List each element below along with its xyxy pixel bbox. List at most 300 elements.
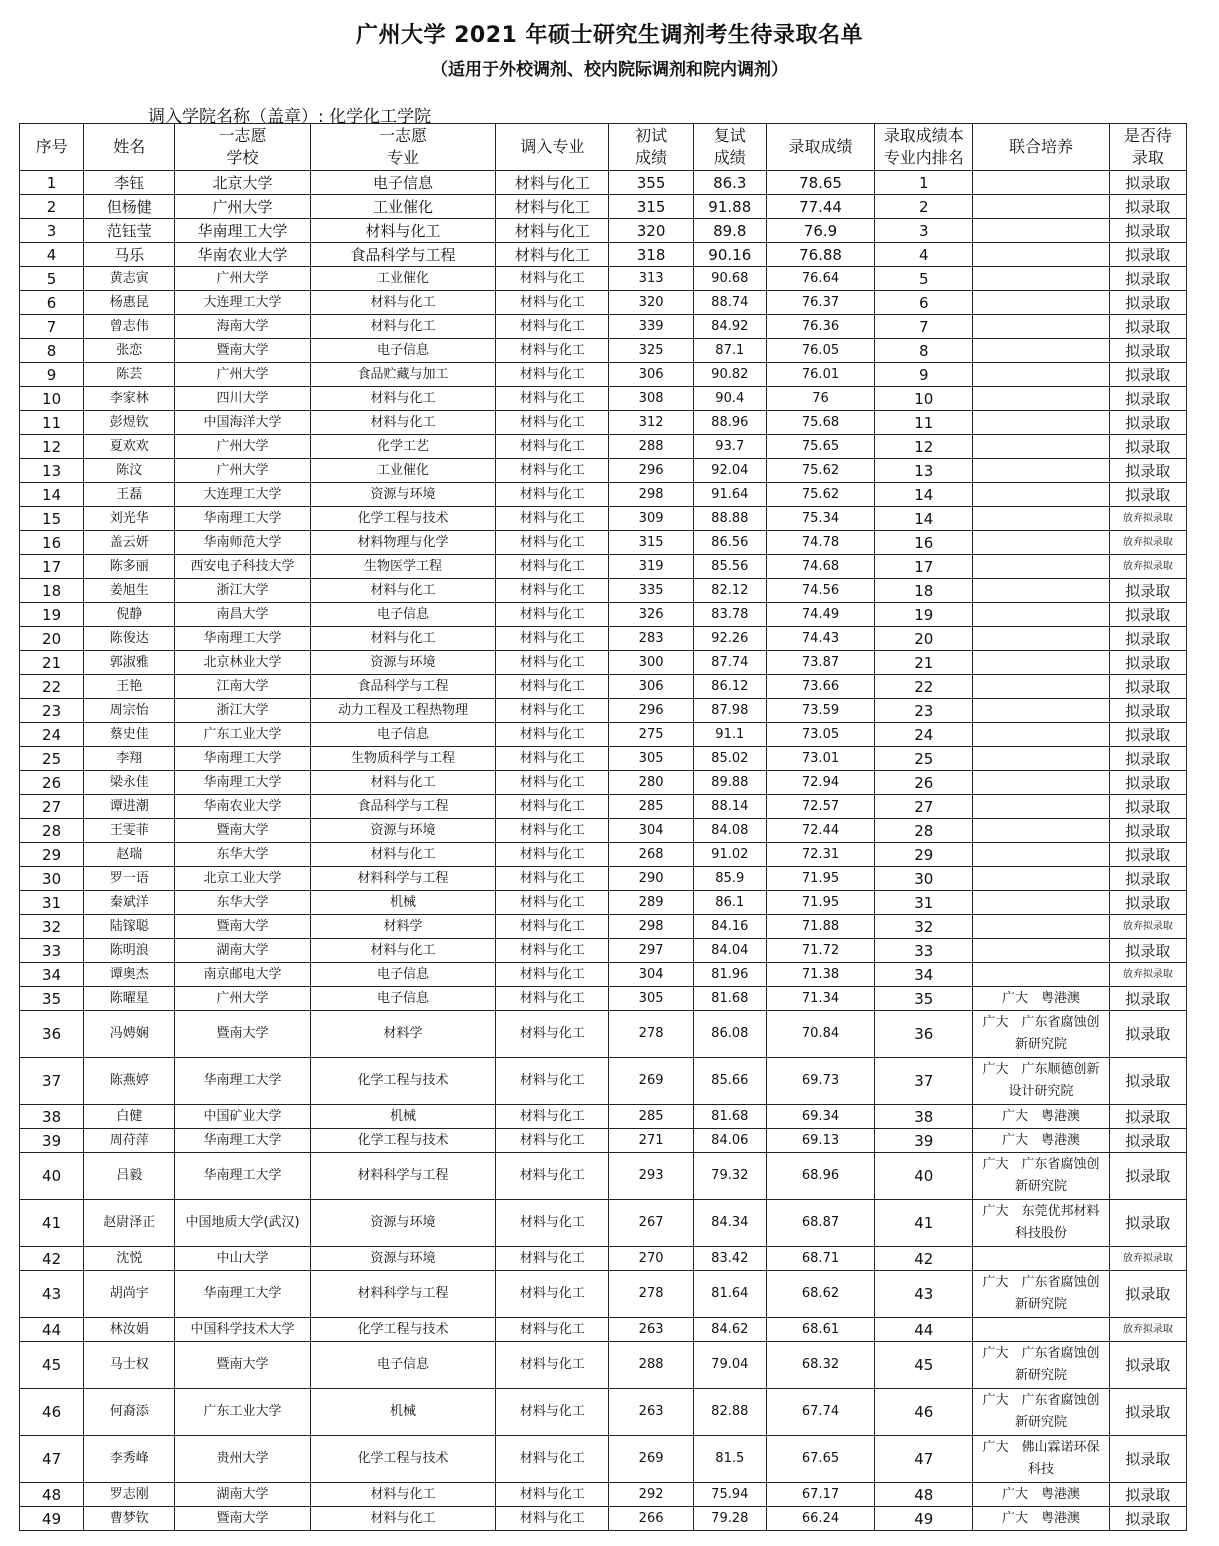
- cell-retest-score: 81.64: [693, 1271, 766, 1318]
- cell-final-score: 74.68: [766, 555, 874, 579]
- cell-target: 材料与化工: [496, 243, 609, 267]
- cell-initial-score: 278: [609, 1271, 693, 1318]
- table-row: [20, 459, 1187, 483]
- cell-rank: 3: [875, 219, 973, 243]
- cell-name: 倪静: [84, 603, 175, 627]
- cell-status: 放弃拟录取: [1109, 1318, 1186, 1342]
- cell-target: 材料与化工: [496, 627, 609, 651]
- cell-final-score: 74.49: [766, 603, 874, 627]
- cell-name: 王艳: [84, 675, 175, 699]
- cell-retest-score: 88.74: [693, 291, 766, 315]
- cell-joint-training: [973, 795, 1109, 819]
- cell-major: 电子信息: [310, 171, 495, 195]
- cell-final-score: 71.72: [766, 939, 874, 963]
- cell-no: 41: [20, 1200, 84, 1247]
- cell-name: 赵尉泽正: [84, 1200, 175, 1247]
- cell-name: 但杨健: [84, 195, 175, 219]
- cell-major: 食品科学与工程: [310, 675, 495, 699]
- cell-major: 材料与化工: [310, 1483, 495, 1507]
- cell-status: 拟录取: [1109, 459, 1186, 483]
- cell-rank: 7: [875, 315, 973, 339]
- cell-major: 电子信息: [310, 723, 495, 747]
- cell-retest-score: 87.1: [693, 339, 766, 363]
- table-row: [20, 939, 1187, 963]
- cell-status: 拟录取: [1109, 939, 1186, 963]
- cell-initial-score: 288: [609, 1342, 693, 1389]
- cell-name: 白健: [84, 1105, 175, 1129]
- cell-major: 工业催化: [310, 267, 495, 291]
- cell-no: 39: [20, 1129, 84, 1153]
- cell-name: 杨惠昆: [84, 291, 175, 315]
- cell-no: 12: [20, 435, 84, 459]
- cell-target: 材料与化工: [496, 939, 609, 963]
- cell-retest-score: 85.66: [693, 1058, 766, 1105]
- header-text: 成绩: [713, 148, 746, 167]
- cell-school: 广州大学: [175, 987, 310, 1011]
- cell-major: 机械: [310, 1105, 495, 1129]
- cell-retest-score: 86.56: [693, 531, 766, 555]
- header-col-status: [1109, 124, 1186, 171]
- cell-school: 暨南大学: [175, 1342, 310, 1389]
- cell-initial-score: 269: [609, 1058, 693, 1105]
- table-row: [20, 699, 1187, 723]
- cell-major: 材料科学与工程: [310, 1153, 495, 1200]
- cell-no: 33: [20, 939, 84, 963]
- cell-target: 材料与化工: [496, 603, 609, 627]
- cell-target: 材料与化工: [496, 171, 609, 195]
- table-row: [20, 723, 1187, 747]
- cell-target: 材料与化工: [496, 699, 609, 723]
- cell-name: 陈曜星: [84, 987, 175, 1011]
- cell-no: 43: [20, 1271, 84, 1318]
- cell-target: 材料与化工: [496, 987, 609, 1011]
- cell-no: 19: [20, 603, 84, 627]
- cell-target: 材料与化工: [496, 1271, 609, 1318]
- cell-joint-training: [973, 507, 1109, 531]
- cell-name: 陈汶: [84, 459, 175, 483]
- cell-joint-training: 广大 广东省腐蚀创新研究院: [973, 1271, 1109, 1318]
- cell-initial-score: 300: [609, 651, 693, 675]
- cell-status: 放弃拟录取: [1109, 1247, 1186, 1271]
- cell-target: 材料与化工: [496, 483, 609, 507]
- cell-status: 拟录取: [1109, 1436, 1186, 1483]
- cell-school: 华南理工大学: [175, 1129, 310, 1153]
- cell-initial-score: 305: [609, 987, 693, 1011]
- cell-major: 化学工程与技术: [310, 507, 495, 531]
- cell-school: 浙江大学: [175, 699, 310, 723]
- cell-status: 拟录取: [1109, 843, 1186, 867]
- cell-joint-training: 广大 粤港澳: [973, 1105, 1109, 1129]
- header-text: 专业内排名: [883, 148, 964, 167]
- cell-no: 15: [20, 507, 84, 531]
- cell-initial-score: 306: [609, 675, 693, 699]
- cell-retest-score: 85.56: [693, 555, 766, 579]
- cell-no: 24: [20, 723, 84, 747]
- cell-retest-score: 81.68: [693, 987, 766, 1011]
- cell-name: 范钰莹: [84, 219, 175, 243]
- cell-joint-training: [973, 651, 1109, 675]
- cell-school: 华南理工大学: [175, 627, 310, 651]
- cell-no: 27: [20, 795, 84, 819]
- cell-no: 49: [20, 1507, 84, 1531]
- table-row: [20, 819, 1187, 843]
- cell-no: 40: [20, 1153, 84, 1200]
- cell-school: 北京大学: [175, 171, 310, 195]
- cell-retest-score: 92.04: [693, 459, 766, 483]
- cell-initial-score: 285: [609, 795, 693, 819]
- cell-status: 拟录取: [1109, 1129, 1186, 1153]
- cell-joint-training: [973, 267, 1109, 291]
- table-row: [20, 963, 1187, 987]
- cell-target: 材料与化工: [496, 675, 609, 699]
- cell-final-score: 75.34: [766, 507, 874, 531]
- cell-initial-score: 308: [609, 387, 693, 411]
- cell-target: 材料与化工: [496, 339, 609, 363]
- cell-retest-score: 79.04: [693, 1342, 766, 1389]
- cell-name: 谭进潮: [84, 795, 175, 819]
- cell-name: 蔡史佳: [84, 723, 175, 747]
- cell-school: 大连理工大学: [175, 483, 310, 507]
- cell-joint-training: [973, 867, 1109, 891]
- cell-rank: 11: [875, 411, 973, 435]
- table-row: [20, 1247, 1187, 1271]
- cell-major: 生物质科学与工程: [310, 747, 495, 771]
- cell-joint-training: [973, 483, 1109, 507]
- cell-retest-score: 92.26: [693, 627, 766, 651]
- cell-no: 46: [20, 1389, 84, 1436]
- cell-rank: 1: [875, 171, 973, 195]
- cell-target: 材料与化工: [496, 1129, 609, 1153]
- cell-final-score: 71.95: [766, 891, 874, 915]
- cell-joint-training: [973, 459, 1109, 483]
- table-row: [20, 219, 1187, 243]
- cell-name: 陈燕婷: [84, 1058, 175, 1105]
- cell-name: 郭淑雅: [84, 651, 175, 675]
- cell-rank: 42: [875, 1247, 973, 1271]
- cell-retest-score: 88.88: [693, 507, 766, 531]
- header-text: 录取成绩: [788, 137, 853, 156]
- table-row: [20, 627, 1187, 651]
- table-row: [20, 747, 1187, 771]
- cell-name: 曹梦钦: [84, 1507, 175, 1531]
- cell-major: 材料科学与工程: [310, 867, 495, 891]
- cell-school: 华南理工大学: [175, 1058, 310, 1105]
- cell-retest-score: 84.92: [693, 315, 766, 339]
- table-row: [20, 531, 1187, 555]
- cell-name: 王雯菲: [84, 819, 175, 843]
- cell-status: 拟录取: [1109, 339, 1186, 363]
- cell-school: 江南大学: [175, 675, 310, 699]
- cell-school: 大连理工大学: [175, 291, 310, 315]
- cell-target: 材料与化工: [496, 579, 609, 603]
- cell-final-score: 71.95: [766, 867, 874, 891]
- table-row: [20, 339, 1187, 363]
- cell-target: 材料与化工: [496, 1436, 609, 1483]
- table-row: [20, 171, 1187, 195]
- cell-name: 张恋: [84, 339, 175, 363]
- cell-no: 3: [20, 219, 84, 243]
- cell-final-score: 73.66: [766, 675, 874, 699]
- cell-target: 材料与化工: [496, 1389, 609, 1436]
- cell-rank: 32: [875, 915, 973, 939]
- cell-no: 23: [20, 699, 84, 723]
- cell-major: 资源与环境: [310, 483, 495, 507]
- cell-school: 浙江大学: [175, 579, 310, 603]
- cell-major: 材料与化工: [310, 579, 495, 603]
- cell-rank: 22: [875, 675, 973, 699]
- cell-final-score: 76.64: [766, 267, 874, 291]
- cell-no: 2: [20, 195, 84, 219]
- cell-no: 22: [20, 675, 84, 699]
- cell-target: 材料与化工: [496, 723, 609, 747]
- cell-status: 拟录取: [1109, 819, 1186, 843]
- cell-initial-score: 313: [609, 267, 693, 291]
- cell-final-score: 73.87: [766, 651, 874, 675]
- cell-no: 9: [20, 363, 84, 387]
- cell-status: 拟录取: [1109, 411, 1186, 435]
- cell-retest-score: 79.32: [693, 1153, 766, 1200]
- cell-status: 拟录取: [1109, 243, 1186, 267]
- cell-school: 华南理工大学: [175, 219, 310, 243]
- cell-status: 拟录取: [1109, 1058, 1186, 1105]
- cell-retest-score: 81.68: [693, 1105, 766, 1129]
- cell-target: 材料与化工: [496, 1011, 609, 1058]
- cell-final-score: 67.74: [766, 1389, 874, 1436]
- cell-retest-score: 83.78: [693, 603, 766, 627]
- header-col-school: [175, 124, 310, 171]
- cell-target: 材料与化工: [496, 531, 609, 555]
- cell-no: 4: [20, 243, 84, 267]
- cell-school: 北京工业大学: [175, 867, 310, 891]
- header-text: 录取成绩本: [883, 126, 964, 145]
- cell-joint-training: [973, 339, 1109, 363]
- cell-no: 32: [20, 915, 84, 939]
- cell-no: 6: [20, 291, 84, 315]
- table-row: [20, 843, 1187, 867]
- cell-status: 拟录取: [1109, 1105, 1186, 1129]
- cell-status: 拟录取: [1109, 771, 1186, 795]
- cell-target: 材料与化工: [496, 771, 609, 795]
- cell-target: 材料与化工: [496, 1247, 609, 1271]
- cell-rank: 29: [875, 843, 973, 867]
- cell-name: 谭奥杰: [84, 963, 175, 987]
- cell-final-score: 75.65: [766, 435, 874, 459]
- cell-rank: 35: [875, 987, 973, 1011]
- cell-school: 华南理工大学: [175, 507, 310, 531]
- cell-retest-score: 84.04: [693, 939, 766, 963]
- cell-rank: 31: [875, 891, 973, 915]
- cell-name: 李秀峰: [84, 1436, 175, 1483]
- cell-final-score: 74.43: [766, 627, 874, 651]
- cell-joint-training: [973, 315, 1109, 339]
- cell-name: 胡尚宇: [84, 1271, 175, 1318]
- cell-initial-score: 296: [609, 699, 693, 723]
- cell-rank: 30: [875, 867, 973, 891]
- cell-final-score: 68.32: [766, 1342, 874, 1389]
- cell-major: 材料与化工: [310, 411, 495, 435]
- cell-status: 放弃拟录取: [1109, 963, 1186, 987]
- header-col-target: [496, 124, 609, 171]
- cell-no: 13: [20, 459, 84, 483]
- cell-initial-score: 320: [609, 219, 693, 243]
- cell-rank: 37: [875, 1058, 973, 1105]
- cell-rank: 28: [875, 819, 973, 843]
- cell-joint-training: [973, 939, 1109, 963]
- cell-major: 资源与环境: [310, 651, 495, 675]
- cell-school: 广州大学: [175, 195, 310, 219]
- table-row: [20, 195, 1187, 219]
- cell-major: 资源与环境: [310, 1247, 495, 1271]
- cell-joint-training: [973, 843, 1109, 867]
- cell-school: 中国科学技术大学: [175, 1318, 310, 1342]
- cell-status: 放弃拟录取: [1109, 531, 1186, 555]
- cell-school: 华南农业大学: [175, 795, 310, 819]
- cell-initial-score: 288: [609, 435, 693, 459]
- cell-initial-score: 267: [609, 1200, 693, 1247]
- cell-name: 王磊: [84, 483, 175, 507]
- cell-no: 7: [20, 315, 84, 339]
- header-text: 成绩: [635, 148, 668, 167]
- cell-school: 四川大学: [175, 387, 310, 411]
- cell-joint-training: [973, 243, 1109, 267]
- cell-initial-score: 268: [609, 843, 693, 867]
- cell-status: 拟录取: [1109, 699, 1186, 723]
- table-row: [20, 555, 1187, 579]
- cell-retest-score: 88.96: [693, 411, 766, 435]
- cell-joint-training: [973, 363, 1109, 387]
- cell-final-score: 68.61: [766, 1318, 874, 1342]
- cell-major: 材料学: [310, 915, 495, 939]
- cell-name: 李钰: [84, 171, 175, 195]
- cell-name: 夏欢欢: [84, 435, 175, 459]
- header-text: 序号: [35, 137, 68, 156]
- cell-rank: 17: [875, 555, 973, 579]
- cell-no: 20: [20, 627, 84, 651]
- table-row: [20, 891, 1187, 915]
- cell-initial-score: 296: [609, 459, 693, 483]
- cell-target: 材料与化工: [496, 1058, 609, 1105]
- header-row: [20, 124, 1187, 171]
- cell-major: 材料与化工: [310, 315, 495, 339]
- cell-final-score: 75.62: [766, 483, 874, 507]
- cell-retest-score: 86.08: [693, 1011, 766, 1058]
- header-col-retest-score: [693, 124, 766, 171]
- cell-target: 材料与化工: [496, 867, 609, 891]
- cell-major: 工业催化: [310, 195, 495, 219]
- cell-rank: 2: [875, 195, 973, 219]
- cell-major: 化学工程与技术: [310, 1058, 495, 1105]
- cell-final-score: 74.78: [766, 531, 874, 555]
- table-row: [20, 387, 1187, 411]
- cell-major: 电子信息: [310, 963, 495, 987]
- cell-school: 海南大学: [175, 315, 310, 339]
- cell-no: 37: [20, 1058, 84, 1105]
- table-row: [20, 507, 1187, 531]
- cell-initial-score: 263: [609, 1318, 693, 1342]
- cell-final-score: 71.88: [766, 915, 874, 939]
- cell-final-score: 72.57: [766, 795, 874, 819]
- table-row: [20, 795, 1187, 819]
- cell-target: 材料与化工: [496, 1105, 609, 1129]
- cell-major: 机械: [310, 1389, 495, 1436]
- cell-name: 冯娉娴: [84, 1011, 175, 1058]
- cell-status: 拟录取: [1109, 1200, 1186, 1247]
- header-text: 联合培养: [1009, 137, 1074, 156]
- cell-no: 29: [20, 843, 84, 867]
- cell-school: 广州大学: [175, 363, 310, 387]
- cell-major: 材料与化工: [310, 771, 495, 795]
- cell-joint-training: [973, 435, 1109, 459]
- cell-no: 42: [20, 1247, 84, 1271]
- table-row: [20, 1483, 1187, 1507]
- cell-rank: 21: [875, 651, 973, 675]
- cell-final-score: 68.62: [766, 1271, 874, 1318]
- cell-status: 拟录取: [1109, 651, 1186, 675]
- cell-school: 湖南大学: [175, 1483, 310, 1507]
- cell-joint-training: 广大 广东省腐蚀创新研究院: [973, 1389, 1109, 1436]
- cell-final-score: 68.96: [766, 1153, 874, 1200]
- cell-final-score: 72.44: [766, 819, 874, 843]
- header-text: 一志愿: [378, 126, 427, 145]
- cell-no: 30: [20, 867, 84, 891]
- cell-retest-score: 84.62: [693, 1318, 766, 1342]
- cell-joint-training: [973, 1318, 1109, 1342]
- cell-status: 拟录取: [1109, 1507, 1186, 1531]
- cell-status: 拟录取: [1109, 675, 1186, 699]
- cell-major: 化学工艺: [310, 435, 495, 459]
- cell-retest-score: 91.02: [693, 843, 766, 867]
- cell-major: 电子信息: [310, 987, 495, 1011]
- cell-school: 广州大学: [175, 459, 310, 483]
- cell-joint-training: 广大 广东顺德创新设计研究院: [973, 1058, 1109, 1105]
- cell-school: 暨南大学: [175, 819, 310, 843]
- table-row: [20, 987, 1187, 1011]
- cell-major: 动力工程及工程热物理: [310, 699, 495, 723]
- cell-status: 拟录取: [1109, 579, 1186, 603]
- cell-school: 暨南大学: [175, 1507, 310, 1531]
- cell-no: 16: [20, 531, 84, 555]
- cell-major: 材料物理与化学: [310, 531, 495, 555]
- cell-rank: 9: [875, 363, 973, 387]
- cell-retest-score: 84.06: [693, 1129, 766, 1153]
- cell-no: 21: [20, 651, 84, 675]
- cell-target: 材料与化工: [496, 915, 609, 939]
- cell-no: 44: [20, 1318, 84, 1342]
- cell-retest-score: 90.4: [693, 387, 766, 411]
- cell-final-score: 72.31: [766, 843, 874, 867]
- cell-rank: 5: [875, 267, 973, 291]
- cell-final-score: 70.84: [766, 1011, 874, 1058]
- cell-final-score: 76.37: [766, 291, 874, 315]
- cell-status: 拟录取: [1109, 1389, 1186, 1436]
- table-row: [20, 1436, 1187, 1483]
- cell-final-score: 76.05: [766, 339, 874, 363]
- cell-initial-score: 271: [609, 1129, 693, 1153]
- cell-target: 材料与化工: [496, 555, 609, 579]
- cell-target: 材料与化工: [496, 387, 609, 411]
- header-col-joint-training: [973, 124, 1109, 171]
- cell-joint-training: 广大 广东省腐蚀创新研究院: [973, 1153, 1109, 1200]
- cell-final-score: 76.01: [766, 363, 874, 387]
- header-text: 姓名: [113, 137, 146, 156]
- cell-joint-training: 广大 佛山霖诺环保科技: [973, 1436, 1109, 1483]
- table-row: [20, 1200, 1187, 1247]
- cell-rank: 23: [875, 699, 973, 723]
- table-row: [20, 1271, 1187, 1318]
- cell-initial-score: 339: [609, 315, 693, 339]
- cell-target: 材料与化工: [496, 819, 609, 843]
- cell-initial-score: 270: [609, 1247, 693, 1271]
